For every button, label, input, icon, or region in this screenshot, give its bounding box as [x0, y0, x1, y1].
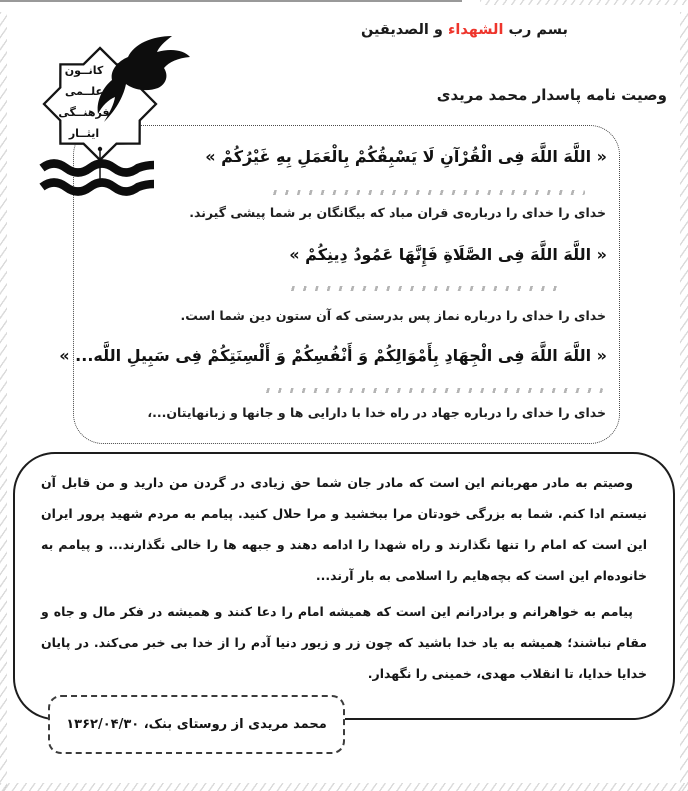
signature-box [48, 695, 345, 754]
print-ghost-marks-3 [258, 388, 603, 393]
arabic-quote-3: « اللَّهَ اللَّهَ فِی الْجِهَادِ بِأَمْوَالِکُمْ وَ أَنْفُسِکُمْ وَ أَلْسِنَتِکُمْ فِی سَبِیلِ اللَّه... » [59, 346, 607, 365]
bismillah-line [361, 22, 568, 38]
quote-translation-3: خدای را خدای را درباره جهاد در راه خدا با دارایی ها و جانها و زبانهایتان...، [147, 405, 606, 420]
scan-noise-left [0, 12, 7, 791]
scan-noise-top [480, 0, 688, 5]
logo-pointer-dot [98, 147, 102, 151]
bismillah-post: و الصدیقین [360, 22, 443, 38]
signature-text: محمد مریدی از روستای بنک، ۱۳۶۲/۰۴/۳۰ [66, 717, 327, 732]
arabic-quote-1: « اللَّهَ اللَّهَ فِی الْقُرْآنِ لَا یَسْبِقُکُمْ بِالْعَمَلِ بِهِ غَیْرُکُمْ » [205, 147, 607, 166]
bismillah-pre: بسم رب [508, 22, 568, 38]
print-ghost-marks-1 [265, 190, 585, 195]
print-ghost-marks-2 [283, 286, 559, 291]
isar-center-logo [14, 28, 204, 213]
quote-translation-1: خدای را خدای را درباره‌ی قران مباد که بیگانگان بر شما پیشی گیرند. [189, 205, 606, 220]
bismillah-highlight: الشهداء [447, 22, 504, 38]
page-title: وصیت نامه پاسدار محمد مریدی [436, 86, 667, 104]
wave-line-icon-1 [42, 164, 154, 173]
logo-text-line: فرهنــگی [58, 106, 110, 119]
scan-noise-right [680, 12, 688, 791]
will-paragraph-2: پیامم به خواهرانم و برادرانم این است که همیشه امام را دعا کنند و همیشه در فکر مال و جاه و مقام نباشند؛ همیشه به یاد خدا باشید که چون زر و زیور دنیا آدم را از خدا بی خبر می‌کند. در پایان خدایا خدایا، تا انقلاب مهدی، خمینی را نگهدار. [41, 604, 647, 681]
logo-text-line: علــمی [64, 85, 104, 98]
scan-noise-bottom [0, 783, 688, 791]
arabic-quote-2: « اللَّهَ اللَّهَ فِی الصَّلَاةِ فَإِنَّهَا عَمُودُ دِینِکُمْ » [289, 245, 607, 264]
logo-text [44, 60, 124, 144]
quote-translation-2: خدای را خدای را درباره نماز پس بدرستی که آن ستون دین شما است. [180, 308, 606, 323]
scan-artifact-top-bar [0, 0, 462, 2]
wave-line-icon-2 [42, 183, 154, 192]
logo-text-line: ایثــار [68, 127, 100, 140]
will-paragraph-1: وصیتم به مادر مهربانم این است که مادر جان شما حق زیادی در گردن من دارید و من قابل آن نیستم ادا کنم. شما به بزرگی خودتان مرا ببخشید و مرا حلال کنید. پیامم به مردم شهید پرور ایران این است که امام را تنها نگذارند و راه شهدا را ادامه دهند و جبهه ها را خالی نگذارند... و پیامم به خانوده‌ام این است که بچه‌هایم را اسلامی به بار آرند... [41, 475, 647, 583]
logo-text-line: کانــون [64, 64, 104, 77]
will-text-box [13, 452, 675, 720]
